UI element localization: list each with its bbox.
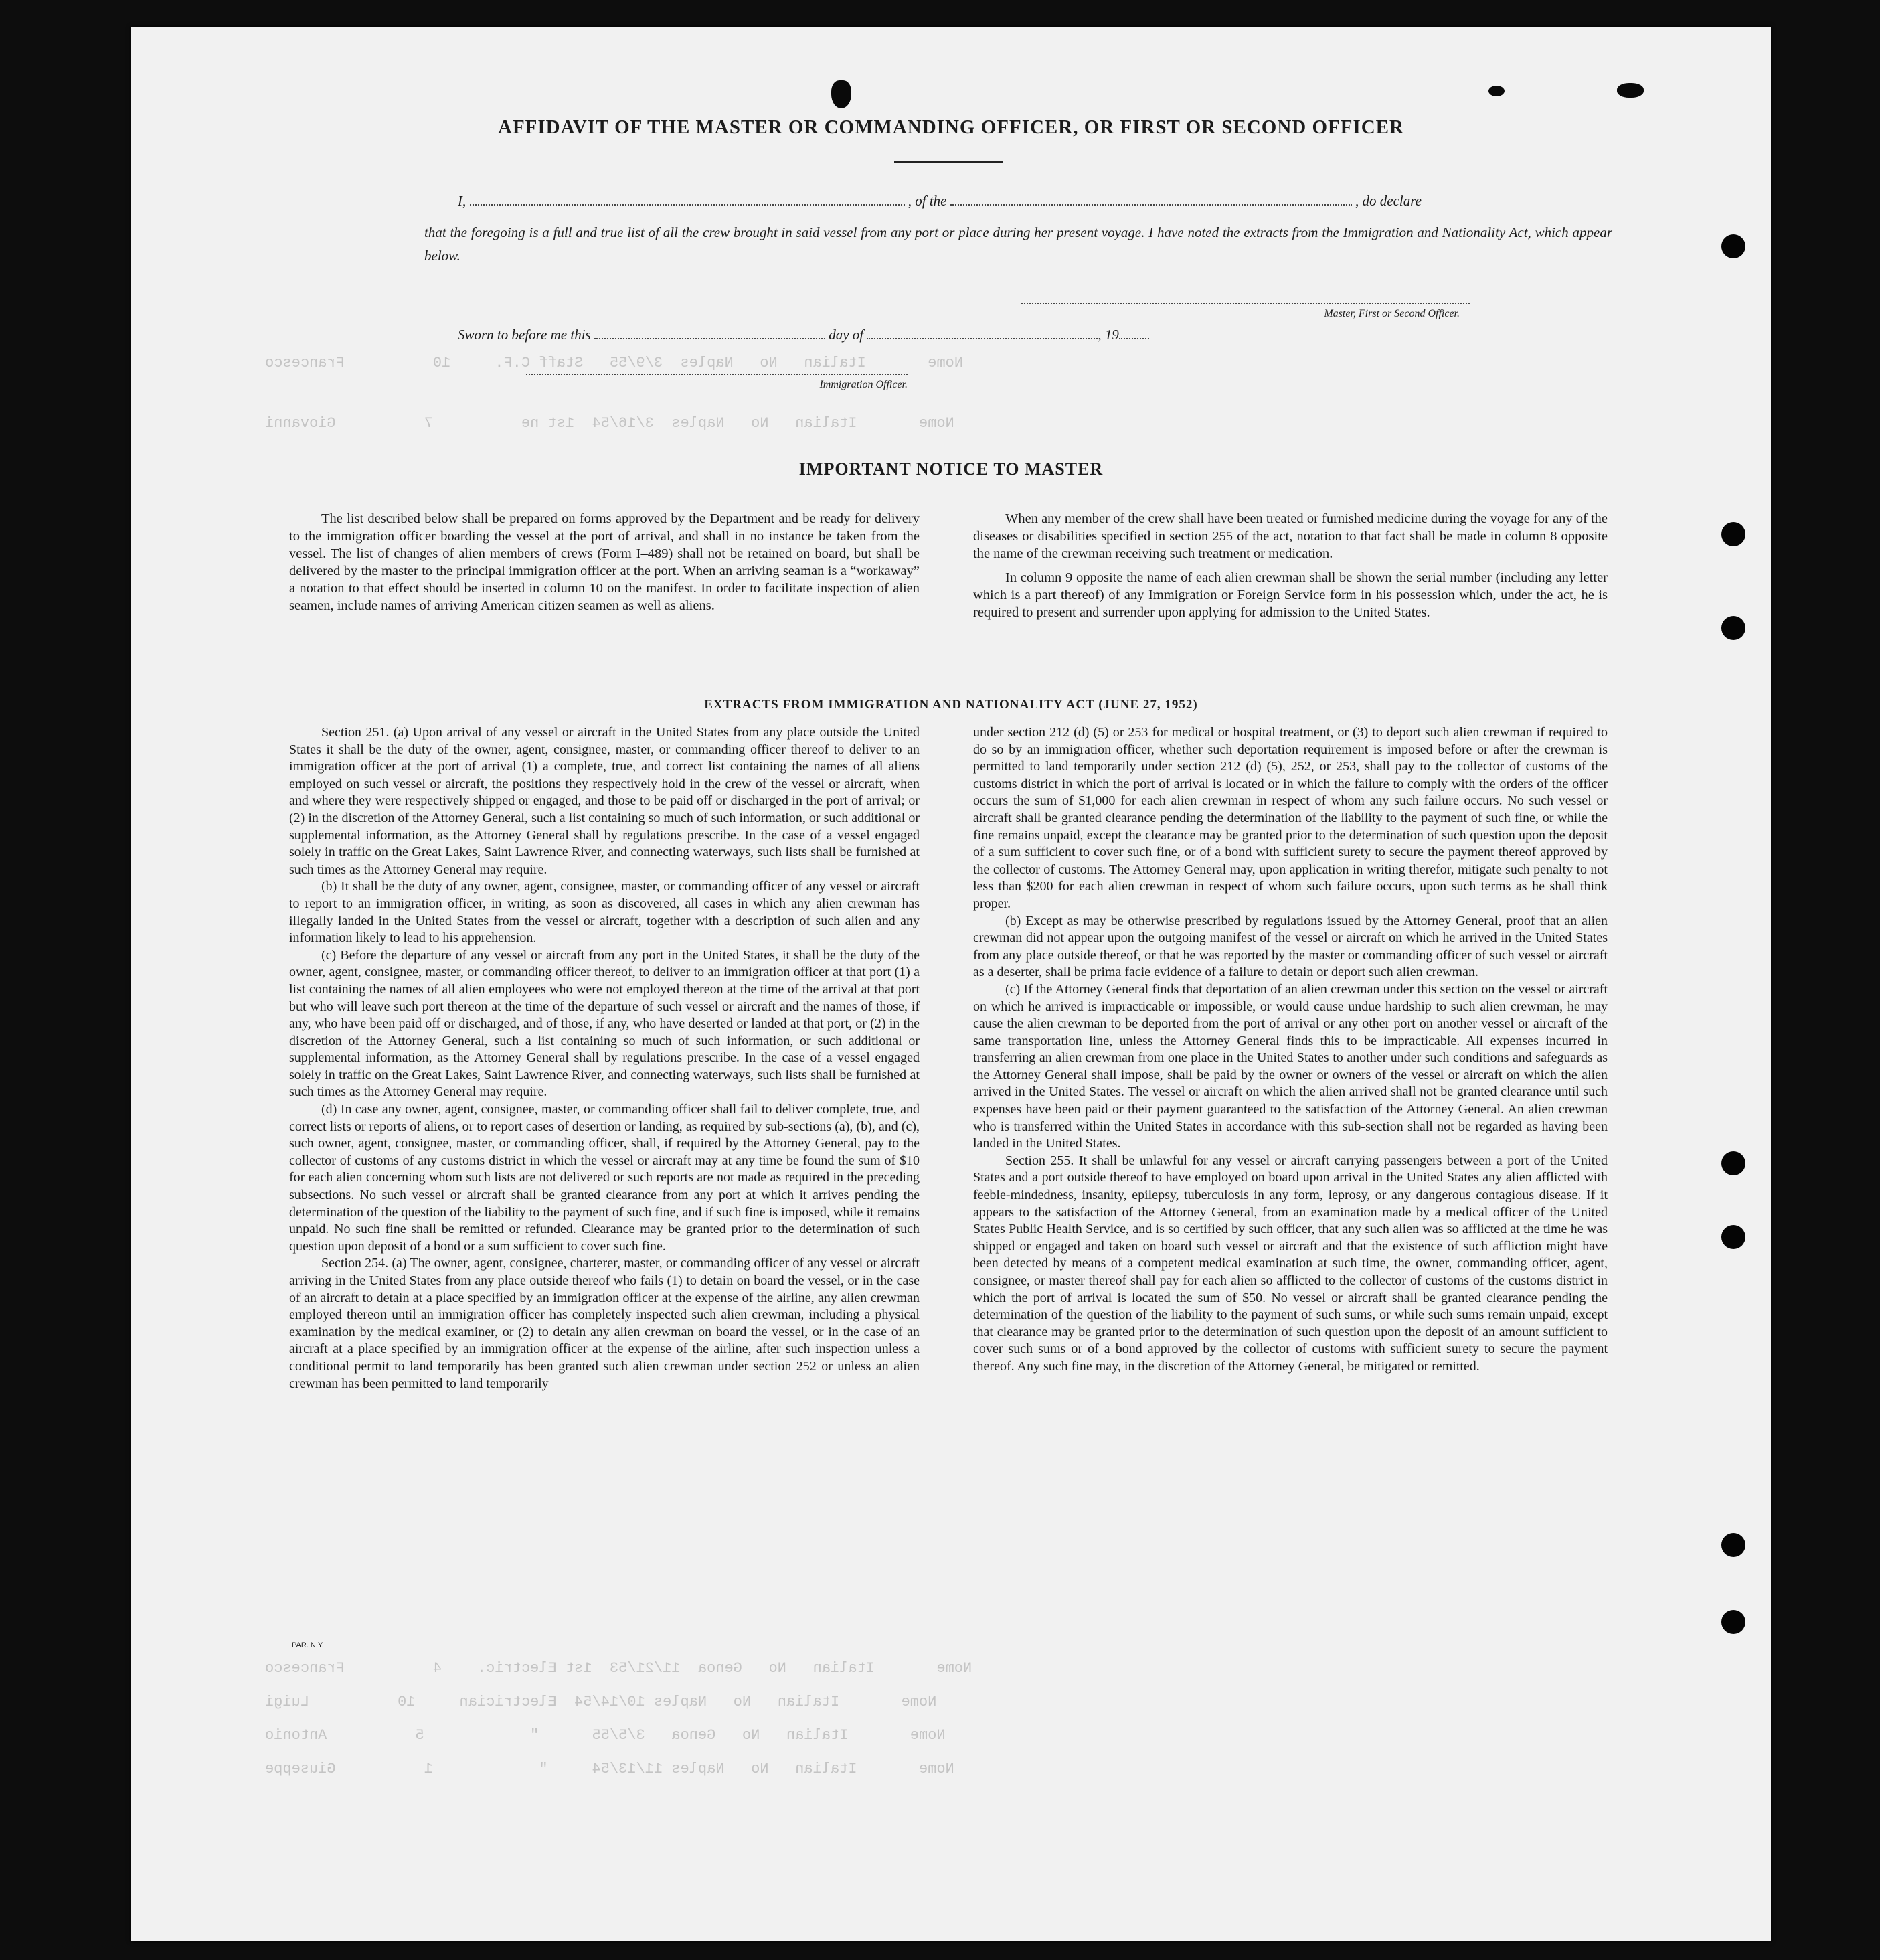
bleed-through: Nome Italian No Naples 11/13/54 " 1 Giuseppe — [265, 1761, 954, 1777]
binder-hole — [1721, 616, 1745, 640]
immigration-officer-line — [526, 374, 908, 375]
notice-right-column: When any member of the crew shall have been treated or furnished medicine during the voyage for any of the diseases or disabilities specified in section 255 of the act, notation to that fact shall be made in column 8 opposite the name of the crewman receiving such treatment or medication. In column 9 opposite the name of each alien crewman shall be shown the serial number (including any letter which is a part thereof) of any Immigration or Foreign Service form in his possession which, under the act, he is required to present and surrender upon applying for admission to the United States. — [973, 511, 1608, 620]
sworn-day-blank — [594, 338, 825, 339]
name-blank — [470, 204, 905, 206]
extracts-left-column: Section 251. (a) Upon arrival of any vessel or aircraft in the United States from any place outside the United States it shall be the duty of the owner, agent, consignee, master, or commanding officer thereof to deliver to an immigration officer at the port of arrival (1) a complete, true, and correct list containing the names of all aliens employed on such vessel or aircraft, the positions they respectively hold in the crew of the vessel or aircraft, when and where they were respectively shipped or engaged, and those to be paid off or discharged in the port of arrival; or (2) in the discretion of the Attorney General, such a list containing so much of such information, or such additional or supplemental information, as the Attorney General shall by regulations prescribe. In the case of a vessel engaged solely in traffic on the Great Lakes, Saint Lawrence River, and connecting waterways, such lists shall be furnished at such times as the Attorney General may require. (b) It shall be the duty of any owner, agent, consignee, master, or commanding officer of any vessel or aircraft to report to an immigration officer, in writing, as soon as discovered, all cases in which any alien crewman has illegally landed in the United States from the vessel or aircraft, together with a description of such alien and any information likely to lead to his apprehension. (c) Before the departure of any vessel or aircraft from any port in the United States, it shall be the duty of the owner, agent, consignee, master, or commanding officer thereof, to deliver to an immigration officer at that port (1) a list containing the names of all alien employees who were not employed thereon at the time of the arrival at that port but who will leave such port thereon at the time of the departure of such vessel or aircraft and the names of those, if any, who have been paid off or discharged, and of those, if any, who have deserted or landed at that port, or (2) in the discretion of the Attorney General, such a list containing so much of such information, or such additional or supplemental information, as the Attorney General shall by regulations prescribe. In the case of a vessel engaged solely in traffic on the Great Lakes, Saint Lawrence River, and connecting waterways, such lists shall be furnished at such times as the Attorney General may require. (d) In case any owner, agent, consignee, master, or commanding officer shall fail to deliver complete, true, and correct lists or reports of aliens, or to report cases of desertion or landing, as required by sub-sections (a), (b), and (c), such owner, agent, consignee, master, or commanding officer, shall, if required by the Attorney General, pay to the collector of customs of any customs district in which the vessel or aircraft may at any time be found the sum of $10 for each alien concerning whom such lists are not delivered or such reports are not made as required in the preceding subsections. No such vessel or aircraft shall be granted clearance from any port at which it arrives pending the determination of the question of the liability to the payment of such fine, and if such fine is imposed, while it remains unpaid. No such fine shall be remitted or refunded. Clearance may be granted prior to the determination of such question upon deposit of a bond or a sum sufficient to cover such fine. Section 254. (a) The owner, agent, consignee, charterer, master, or commanding officer of any vessel or aircraft arriving in the United States from any place outside thereof who fails (1) to detain on board the vessel, or in the case of an aircraft to detain at a place specified by an immigration officer at the expense of the airline, any alien crewman employed thereon until an immigration officer has completely inspected such alien crewman, including a physical examination by the medical examiner, or (2) to detain any alien crewman on board the vessel, or in the case of an aircraft at a place specified by an immigration officer at the expense of the airline, after such inspection unless a conditional permit to land temporarily has been granted such alien crewman under section 252 or unless an alien crewman has been permitted to land temporarily — [289, 725, 920, 1391]
binder-hole — [1721, 522, 1745, 546]
binder-hole — [1721, 1225, 1745, 1249]
declaration-line: I, , of the , do declare — [458, 193, 1422, 209]
binder-hole — [1721, 1533, 1745, 1557]
notice-left-column: The list described below shall be prepared on forms approved by the Department and be ready for delivery to the immigration officer boarding the vessel at the port of arrival, and shall in no instance be taken from the vessel. The list of changes of alien members of crews (Form I–489) shall not be retained on board, but shall be delivered by the master to the principal immigration officer at the port. When an arriving seaman is a “workaway” a notation to that effect should be inserted in column 10 on the manifest. In order to facilitate inspection of alien seamen, include names of arriving American citizen seamen as well as aliens. — [289, 511, 920, 613]
vessel-blank — [950, 204, 1352, 206]
title-rule — [894, 161, 1003, 163]
master-signature-label: Master, First or Second Officer. — [1324, 308, 1460, 319]
sworn-year-blank — [1119, 338, 1149, 339]
declaration-body: that the foregoing is a full and true list of all the crew brought in said vessel from any port or place during her present voyage. I have noted the extracts from the Immigration and Nationality Act, which appear below. — [424, 224, 1612, 264]
bleed-through: Nome Italian No Genoa 11/21/53 1st Electric. 4 Francesco — [265, 1660, 972, 1677]
binder-hole — [1721, 1151, 1745, 1175]
extracts-right-column: under section 212 (d) (5) or 253 for medical or hospital treatment, or (3) to deport such alien crewman if required to do so by an immigration officer, whether such deportation requirement is imposed before or after the crewman is permitted to land temporarily under section 212 (d) (5), 252, or 253, shall pay to the collector of customs of the customs district in which the port of arrival is located or in which the failure to comply with the orders of the officer occurs the sum of $1,000 for each alien crewman in respect of whom any such failure occurs. No such vessel or aircraft shall be granted clearance pending the determination of the liability to the payment of such fine, or while the fine remains unpaid, except the clearance may be granted prior to the determination of such question upon the deposit of a sum sufficient to cover such fine, or of a bond with sufficient surety to secure the payment thereof approved by the collector of customs. The Attorney General may, upon application in writing therefor, mitigate such penalty to not less than $200 for each alien crewman in respect of whom such failure occurs, upon such terms as he shall think proper. (b) Except as may be otherwise prescribed by regulations issued by the Attorney General, proof that an alien crewman did not appear upon the outgoing manifest of the vessel or aircraft on which he arrived in the United States from any place outside thereof, or that he was reported by the master or commanding officer of such vessel or aircraft as a deserter, shall be prima facie evidence of a failure to detain or deport such alien crewman. (c) If the Attorney General finds that deportation of an alien crewman under this section on the vessel or aircraft on which he arrived is impracticable or impossible, or would cause undue hardship to such alien crewman, he may cause the alien crewman to be deported from the port of arrival or any other port on another vessel or aircraft of the same transportation line, unless the Attorney General finds this to be impracticable. All expenses incurred in transferring an alien crewman from one place in the United States to another under such conditions and safeguards as the Attorney General shall impose, shall be paid by the owner or owners of the vessel or aircraft on which the alien arrived in the United States. The vessel or aircraft on which the alien arrived shall not be granted clearance until such expenses have been paid or their payment guaranteed to the satisfaction of the Attorney General. An alien crewman who is transferred within the United States in accordance with this sub-section shall not be regarded as having been landed in the United States. Section 255. It shall be unlawful for any vessel or aircraft carrying passengers between a port of the United States and a port outside thereof to have employed on board upon arrival in the United States any alien afflicted with feeble-mindedness, insanity, epilepsy, tuberculosis in any form, leprosy, or any dangerous contagious disease. If it appears to the satisfaction of the Attorney General, from an examination made by a medical officer of the United States Public Health Service, and is so certified by such officer, that any such alien was so afflicted at the time he was shipped or engaged and taken on board such vessel or aircraft and that the existence of such affliction might have been detected by means of a competent medical examination at such time, the owner, commanding officer, agent, consignee, or master thereof shall pay for each alien so afflicted to the collector of customs of the customs district in which the port of arrival is located the sum of $50. No vessel or aircraft shall be granted clearance pending the determination of the question of the liability to the payment of such sums, or while such sums remain unpaid, except that clearance may be granted prior to the determination of such question upon the deposit of an amount sufficient to cover such sums or of a bond approved by the collector of customs with sufficient surety to secure the payment thereof. Any such fine may, in the discretion of the Attorney General, be mitigated or remitted. — [973, 725, 1608, 1374]
binder-hole — [1721, 1610, 1745, 1634]
bleed-through: Nome Italian No Naples 10/14/54 Electrician 10 Luigi — [265, 1694, 937, 1710]
master-signature-line — [1021, 303, 1470, 304]
extracts-title: EXTRACTS FROM IMMIGRATION AND NATIONALITY ACT (JUNE 27, 1952) — [704, 698, 1198, 712]
ink-blot — [831, 80, 851, 108]
notice-title: IMPORTANT NOTICE TO MASTER — [798, 459, 1104, 479]
bleed-through: Nome Italian No Naples 3/9/55 Staff C.F. 10 Francesco — [265, 355, 963, 372]
bleed-through: Nome Italian No Genoa 3/5/55 " 5 Antonio — [265, 1727, 946, 1744]
binder-hole — [1721, 234, 1745, 258]
immigration-officer-label: Immigration Officer. — [819, 379, 908, 390]
ink-blot — [1488, 86, 1505, 96]
affidavit-title: AFFIDAVIT OF THE MASTER OR COMMANDING OFFICER, OR FIRST OR SECOND OFFICER — [498, 116, 1404, 138]
document-page — [131, 27, 1771, 1941]
bleed-through: Nome Italian No Naples 3/16/54 1st ne 7 Giovanni — [265, 415, 954, 432]
ink-blot — [1617, 83, 1644, 98]
sworn-month-blank — [867, 338, 1098, 339]
printer-mark: PAR. N.Y. — [292, 1641, 324, 1649]
sworn-line: Sworn to before me this day of , 19 — [458, 327, 1395, 343]
